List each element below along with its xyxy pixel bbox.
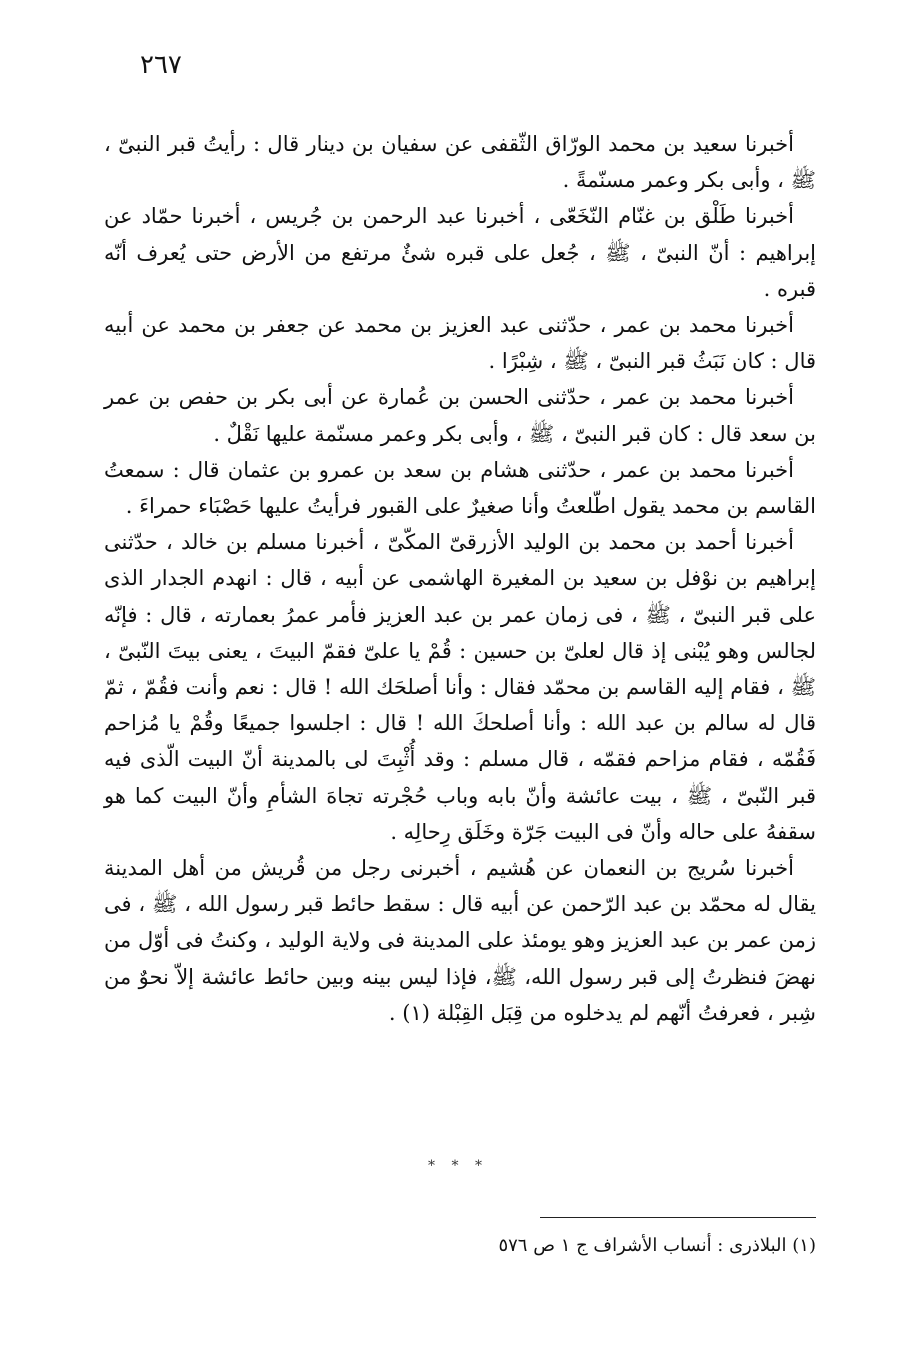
footnote-divider: [540, 1217, 816, 1218]
paragraph: أخبرنا محمد بن عمر ، حدّثنى الحسن بن عُمارة عن أبى بكر بن حفص بن عمر بن سعد قال : كان قبر النبىّ ، ﷺ ، وأبى بكر وعمر مسنّمة عليها نَقْلٌ .: [104, 385, 816, 446]
main-text: [104, 126, 816, 1031]
paragraph: أخبرنا سعيد بن محمد الورّاق الثّقفى عن سفيان بن دينار قال : رأيتُ قبر النبىّ ، ﷺ ، وأبى بكر وعمر مسنّمةً .: [104, 132, 816, 193]
paragraph: أخبرنا طَلْق بن غنّام النّخَعّى ، أخبرنا عبد الرحمن بن جُريس ، أخبرنا حمّاد عن إبراهيم : أنّ النبىّ ، ﷺ ، جُعل على قبره شئٌ مرتفع من الأرض حتى يُعرف أنّه قبره .: [104, 204, 816, 301]
paragraph: أخبرنا أحمد بن محمد بن الوليد الأزرقىّ المكّىّ ، أخبرنا مسلم بن خالد ، حدّثنى إبراهيم بن نوْفل بن سعيد بن المغيرة الهاشمى عن أبيه ، قال : انهدم الجدار الذى على قبر النبىّ ، ﷺ ، فى زمان عمر بن عبد العزيز فأمر عمرُ بعمارته ، قال : فإنّه لجالس وهو يُبْنى إذ قال لعلىّ بن حسين : قُمْ يا علىّ فقمّ البيتَ ، يعنى بيتَ النّبىّ ، ﷺ ، فقام إليه القاسم بن محمّد فقال : وأنا أصلحَك الله ! قال : نعم وأنت فقُمّ ، ثمّ قال له سالم بن عبد الله : وأنا أصلحكَ الله ! قال : اجلسوا جميعًا وقُمْ يا مُزاحم فَقُمّه ، فقام مزاحم فقمّه ، قال مسلم : وقد أُثْبِتَ لى بالمدينة أنّ البيت الّذى فيه قبر النّبىّ ، ﷺ ، بيت عائشة وأنّ بابه وباب حُجْرته تجاهَ الشأمِ وأنّ البيت كما هو سقفهُ على حاله وأنّ فى البيت جَرّة وخَلَق رِحالِه .: [104, 530, 816, 844]
paragraph: أخبرنا محمد بن عمر ، حدّثنى عبد العزيز بن محمد عن جعفر بن محمد عن أبيه قال : كان نَبَثُ قبر النبىّ ، ﷺ ، شِبْرًا .: [104, 313, 816, 374]
footnote: (١) البلاذرى : أنساب الأشراف ج ١ ص ٥٧٦: [498, 1235, 816, 1256]
paragraph: أخبرنا سُريج بن النعمان عن هُشيم ، أخبرنى رجل من قُريش من أهل المدينة يقال له محمّد بن عبد الرّحمن عن أبيه قال : سقط حائط قبر رسول الله ، ﷺ ، فى زمن عمر بن عبد العزيز وهو يومئذ على المدينة فى ولاية الوليد ، وكنتُ فى أوّل من نهضَ فنظرتُ إلى قبر رسول الله، ﷺ، فإذا ليس بينه وبين حائط عائشة إلاّ نحوٌ من شِبر ، فعرفتُ أنّهم لم يدخلوه من قِبَل القِبْلة (١) .: [104, 856, 816, 1025]
section-separator: * * *: [428, 1158, 488, 1174]
paragraph: أخبرنا محمد بن عمر ، حدّثنى هشام بن سعد بن عمرو بن عثمان قال : سمعتُ القاسم بن محمد يقول اطّلعتُ وأنا صغيرٌ على القبور فرأيتُ عليها حَصْبَاء حمراءَ .: [104, 457, 816, 519]
page-number: ٢٦٧: [140, 50, 182, 80]
